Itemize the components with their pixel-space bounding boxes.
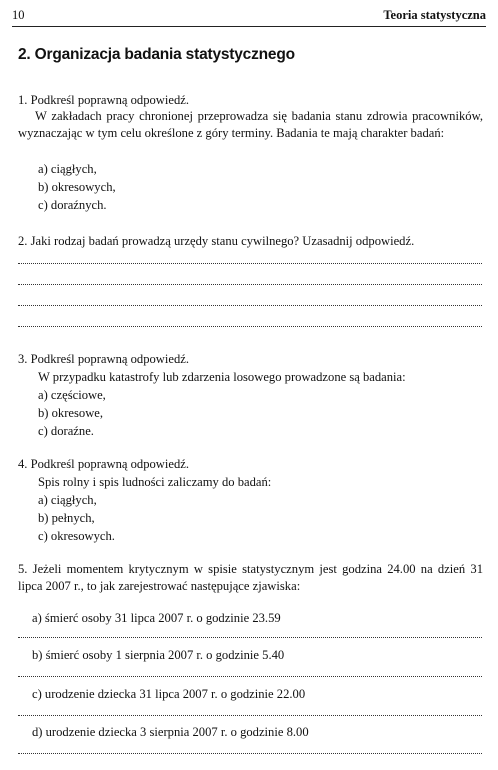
q4-text: Spis rolny i spis ludności zaliczamy do badań: bbox=[38, 475, 272, 489]
q1-stem: 1. Podkreśl poprawną odpowiedź. bbox=[18, 93, 190, 107]
q1-option-a: a) ciągłych, bbox=[38, 162, 97, 176]
answer-line bbox=[18, 326, 482, 327]
q1-option-b: b) okresowych, bbox=[38, 180, 116, 194]
q4-option-c: c) okresowych. bbox=[38, 529, 115, 543]
q4-option-b: b) pełnych, bbox=[38, 511, 95, 525]
answer-line bbox=[18, 753, 482, 754]
section-heading: 2. Organizacja badania statystycznego bbox=[18, 46, 295, 63]
q5-stem: 5. Jeżeli momentem krytycznym w spisie statystycznym jest godzina 24.00 na dzień 31 lipca 2007 r., to jak zarejestrować następujące zjawiska: bbox=[18, 562, 483, 593]
q4-stem: 4. Podkreśl poprawną odpowiedź. bbox=[18, 457, 190, 471]
answer-line bbox=[18, 263, 482, 264]
q3-text: W przypadku katastrofy lub zdarzenia losowego prowadzone są badania: bbox=[38, 370, 406, 384]
page-number: 10 bbox=[12, 8, 25, 22]
q5-item-d: d) urodzenie dziecka 3 sierpnia 2007 r. o godzinie 8.00 bbox=[32, 725, 309, 739]
q4-option-a: a) ciągłych, bbox=[38, 493, 97, 507]
q5-item-a: a) śmierć osoby 31 lipca 2007 r. o godzinie 23.59 bbox=[32, 611, 281, 625]
q5-item-c: c) urodzenie dziecka 31 lipca 2007 r. o godzinie 22.00 bbox=[32, 687, 306, 701]
answer-line bbox=[18, 715, 482, 716]
answer-line bbox=[18, 676, 482, 677]
answer-line bbox=[18, 284, 482, 285]
q1-text: W zakładach pracy chronionej przeprowadza się badania stanu zdrowia pracowników, wyznaczając w tym celu określone z góry terminy. Badania te mają charakter badań: bbox=[18, 109, 483, 140]
q3-option-a: a) częściowe, bbox=[38, 388, 106, 402]
answer-line bbox=[18, 637, 482, 638]
q3-stem: 3. Podkreśl poprawną odpowiedź. bbox=[18, 352, 190, 366]
answer-line bbox=[18, 305, 482, 306]
page-header bbox=[12, 6, 486, 27]
q1-option-c: c) doraźnych. bbox=[38, 198, 107, 212]
q5-item-b: b) śmierć osoby 1 sierpnia 2007 r. o godzinie 5.40 bbox=[32, 648, 285, 662]
q3-option-b: b) okresowe, bbox=[38, 406, 104, 420]
q3-option-c: c) doraźne. bbox=[38, 424, 94, 438]
running-title: Teoria statystyczna bbox=[383, 8, 486, 22]
q2-stem: 2. Jaki rodzaj badań prowadzą urzędy stanu cywilnego? Uzasadnij odpowiedź. bbox=[18, 234, 415, 248]
